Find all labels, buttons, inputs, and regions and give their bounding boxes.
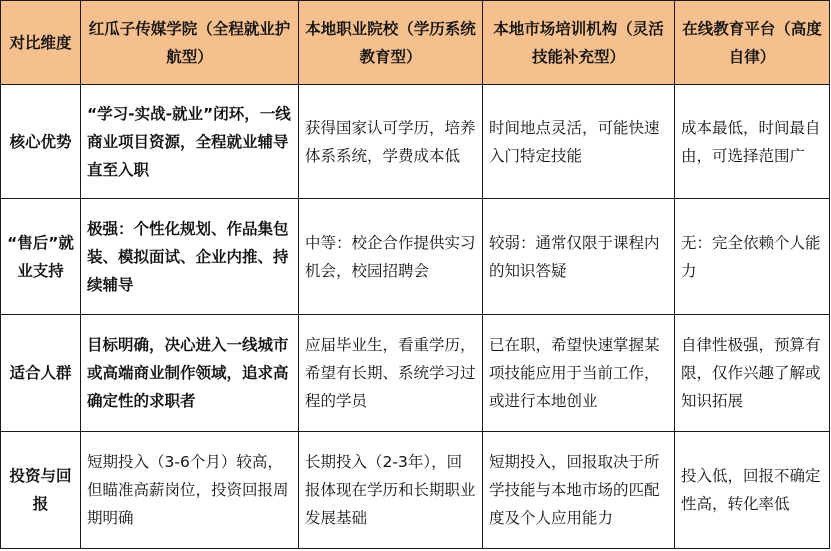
header-local-vocational: 本地职业院校（学历系统教育型） [299, 1, 483, 85]
header-honggua: 红瓜子传媒学院（全程就业护航型） [81, 1, 299, 85]
table-cell: 极强：个性化规划、作品集包装、模拟面试、企业内推、持续辅导 [81, 199, 299, 315]
table-cell: 长期投入（2-3年），回报体现在学历和长期职业发展基础 [299, 432, 483, 549]
row-label-employment-support: “售后”就业支持 [1, 199, 81, 315]
header-online-platform: 在线教育平台（高度自律） [675, 1, 830, 85]
table-cell: 已在职，希望快速掌握某项技能应用于当前工作，或进行本地创业 [483, 315, 675, 432]
table-cell: 无：完全依赖个人能力 [675, 199, 830, 315]
table-cell: 较弱：通常仅限于课程内的知识答疑 [483, 199, 675, 315]
table-row [1, 432, 830, 549]
table-cell: 应届毕业生，看重学历，希望有长期、系统学习过程的学员 [299, 315, 483, 432]
table-cell: 中等：校企合作提供实习机会，校园招聘会 [299, 199, 483, 315]
table-header [1, 1, 830, 85]
table-row [1, 199, 830, 315]
table-cell: 获得国家认可学历，培养体系系统，学费成本低 [299, 85, 483, 199]
table-cell: 目标明确，决心进入一线城市或高端商业制作领域，追求高确定性的求职者 [81, 315, 299, 432]
table-row [1, 85, 830, 199]
table-row [1, 315, 830, 432]
table-cell: “学习-实战-就业”闭环，一线商业项目资源，全程就业辅导直至入职 [81, 85, 299, 199]
table-cell: 时间地点灵活，可能快速入门特定技能 [483, 85, 675, 199]
table-cell: 短期投入（3-6个月）较高，但瞄准高薪岗位，投资回报周期明确 [81, 432, 299, 549]
table-cell: 投入低，回报不确定性高，转化率低 [675, 432, 830, 549]
header-local-training: 本地市场培训机构（灵活技能补充型） [483, 1, 675, 85]
header-row [1, 1, 830, 85]
row-label-target-audience: 适合人群 [1, 315, 81, 432]
table-cell: 短期投入，回报取决于所学技能与本地市场的匹配度及个人应用能力 [483, 432, 675, 549]
table-body [1, 85, 830, 549]
row-label-investment-return: 投资与回报 [1, 432, 81, 549]
header-dimension: 对比维度 [1, 1, 81, 85]
table-cell: 成本最低，时间最自由，可选择范围广 [675, 85, 830, 199]
table-cell: 自律性极强，预算有限，仅作兴趣了解或知识拓展 [675, 315, 830, 432]
row-label-core-advantage: 核心优势 [1, 85, 81, 199]
